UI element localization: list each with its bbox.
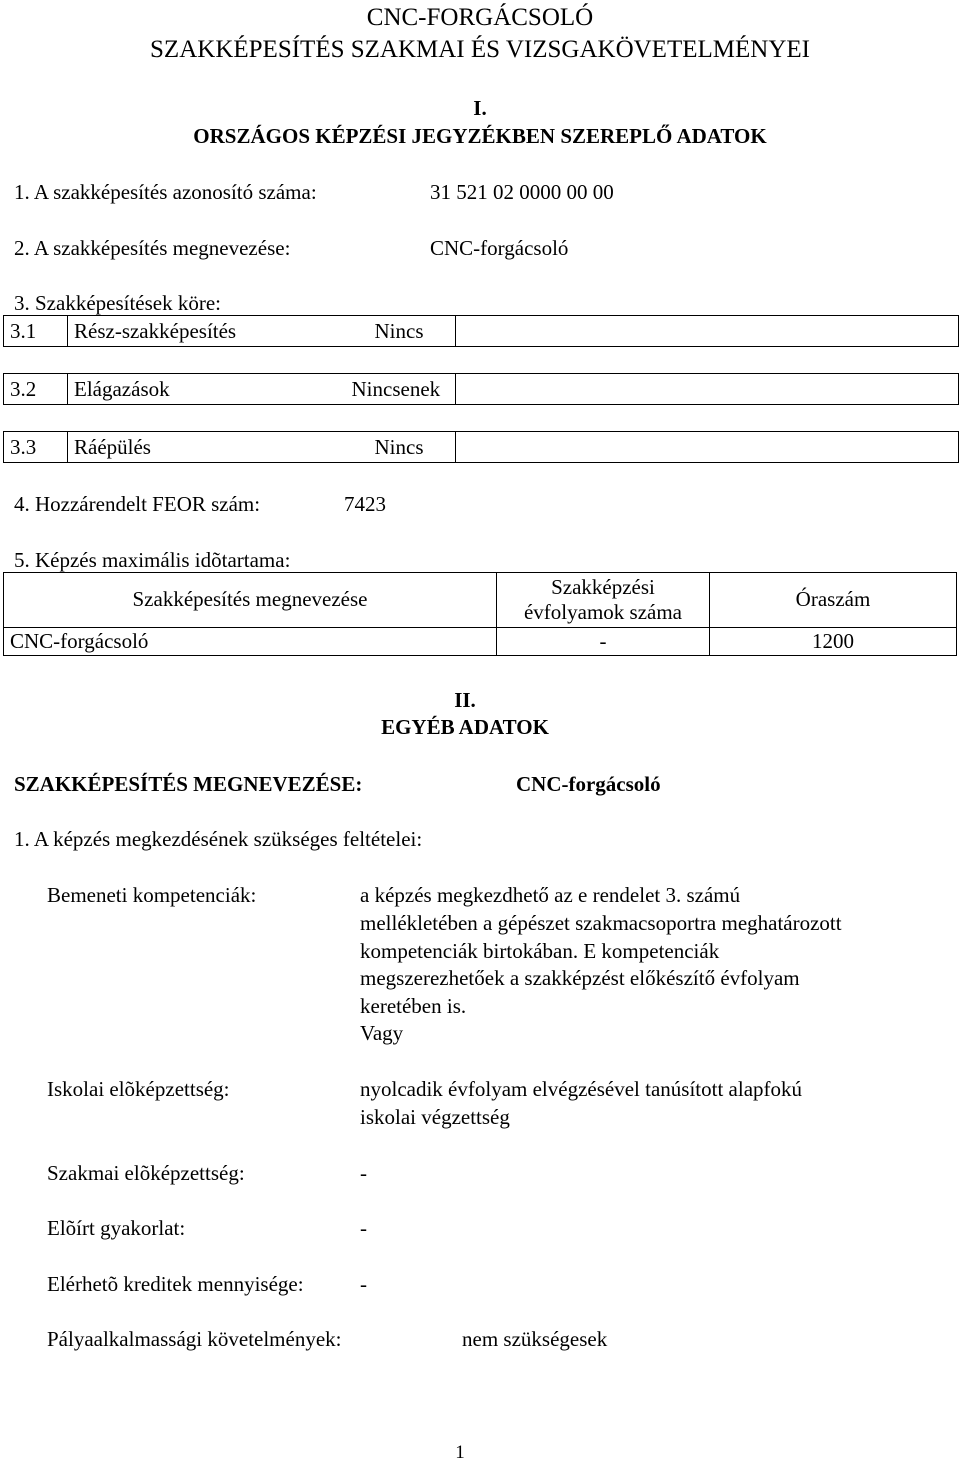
aptitude-label: Pályaalkalmassági követelmények:: [47, 1327, 342, 1351]
section2-number: II.: [454, 688, 476, 712]
item1-label: 1. A szakképesítés azonosító száma:: [14, 180, 317, 204]
scope-row-3-3: [3, 431, 959, 463]
section2-heading: EGYÉB ADATOK: [381, 715, 549, 739]
scope-empty-cell: [456, 374, 959, 405]
scope-cell: [68, 316, 456, 347]
scope-cell: [68, 374, 456, 405]
scope-value: Nincs: [374, 434, 424, 459]
scope-name: Ráépülés: [74, 434, 151, 459]
scope-value: Nincsenek: [351, 376, 441, 401]
aptitude-value: nem szükségesek: [462, 1327, 608, 1351]
item1-value: 31 521 02 0000 00 00: [430, 180, 614, 204]
school-line: iskolai végzettség: [360, 1105, 510, 1129]
duration-cell-hours: 1200: [710, 628, 957, 656]
duration-header-years-line2: évfolyamok száma: [523, 600, 683, 624]
scope-name: Elágazások: [74, 376, 170, 401]
scope-row-3-2: [3, 373, 959, 405]
practice-value: -: [360, 1216, 367, 1240]
qualification-name-value: CNC-forgácsoló: [516, 772, 661, 796]
scope-value: Nincs: [374, 318, 424, 343]
duration-header-name: Szakképesítés megnevezése: [4, 573, 497, 628]
scope-empty-cell: [456, 316, 959, 347]
professional-value: -: [360, 1161, 367, 1185]
scope-num: 3.1: [4, 316, 68, 347]
item5-label: 5. Képzés maximális idõtartama:: [14, 548, 291, 572]
scope-name: Rész-szakképesítés: [74, 318, 237, 343]
scope-num: 3.2: [4, 374, 68, 405]
scope-empty-cell: [456, 432, 959, 463]
entry-competence-line: megszerezhetőek a szakképzést előkészítő évfolyam: [360, 966, 800, 990]
entry-competence-line: kompetenciák birtokában. E kompetenciák: [360, 939, 720, 963]
item2-value: CNC-forgácsoló: [430, 236, 569, 260]
entry-competence-label: Bemeneti kompetenciák:: [47, 883, 257, 907]
page-number: 1: [455, 1442, 465, 1463]
item4-label: 4. Hozzárendelt FEOR szám:: [14, 492, 261, 516]
school-line: nyolcadik évfolyam elvégzésével tanúsított alapfokú: [360, 1077, 803, 1101]
section1-heading: ORSZÁGOS KÉPZÉSI JEGYZÉKBEN SZEREPLŐ ADATOK: [193, 124, 767, 148]
scope-num: 3.3: [4, 432, 68, 463]
entry-competence-line: keretében is.: [360, 994, 467, 1018]
duration-header-years: [497, 573, 710, 628]
credits-label: Elérhetõ kreditek mennyisége:: [47, 1272, 304, 1296]
scope-row-3-1: [3, 315, 959, 347]
section2-item1: 1. A képzés megkezdésének szükséges feltételei:: [14, 827, 423, 851]
entry-competence-line: a képzés megkezdhető az e rendelet 3. számú: [360, 883, 741, 907]
item2-label: 2. A szakképesítés megnevezése:: [14, 236, 291, 260]
document-title-line1: CNC-FORGÁCSOLÓ: [366, 4, 594, 31]
document-title-line2: SZAKKÉPESÍTÉS SZAKMAI ÉS VIZSGAKÖVETELMÉNYEI: [150, 36, 810, 63]
entry-competence-line: mellékletében a gépészet szakmacsoportra meghatározott: [360, 911, 842, 935]
practice-label: Elõírt gyakorlat:: [47, 1216, 186, 1240]
duration-table: [3, 572, 957, 656]
scope-cell: [68, 432, 456, 463]
duration-header-years-line1: Szakképzési: [551, 574, 655, 599]
duration-header-hours: Óraszám: [710, 573, 957, 628]
qualification-name-label: SZAKKÉPESÍTÉS MEGNEVEZÉSE:: [14, 772, 363, 796]
credits-value: -: [360, 1272, 367, 1296]
duration-cell-years: -: [497, 628, 710, 656]
entry-competence-line: Vagy: [360, 1021, 404, 1045]
item3-label: 3. Szakképesítések köre:: [14, 291, 222, 315]
duration-cell-name: CNC-forgácsoló: [4, 628, 497, 656]
section1-number: I.: [473, 96, 487, 120]
school-label: Iskolai elõképzettség:: [47, 1077, 230, 1101]
item4-value: 7423: [344, 492, 386, 516]
professional-label: Szakmai elõképzettség:: [47, 1161, 245, 1185]
